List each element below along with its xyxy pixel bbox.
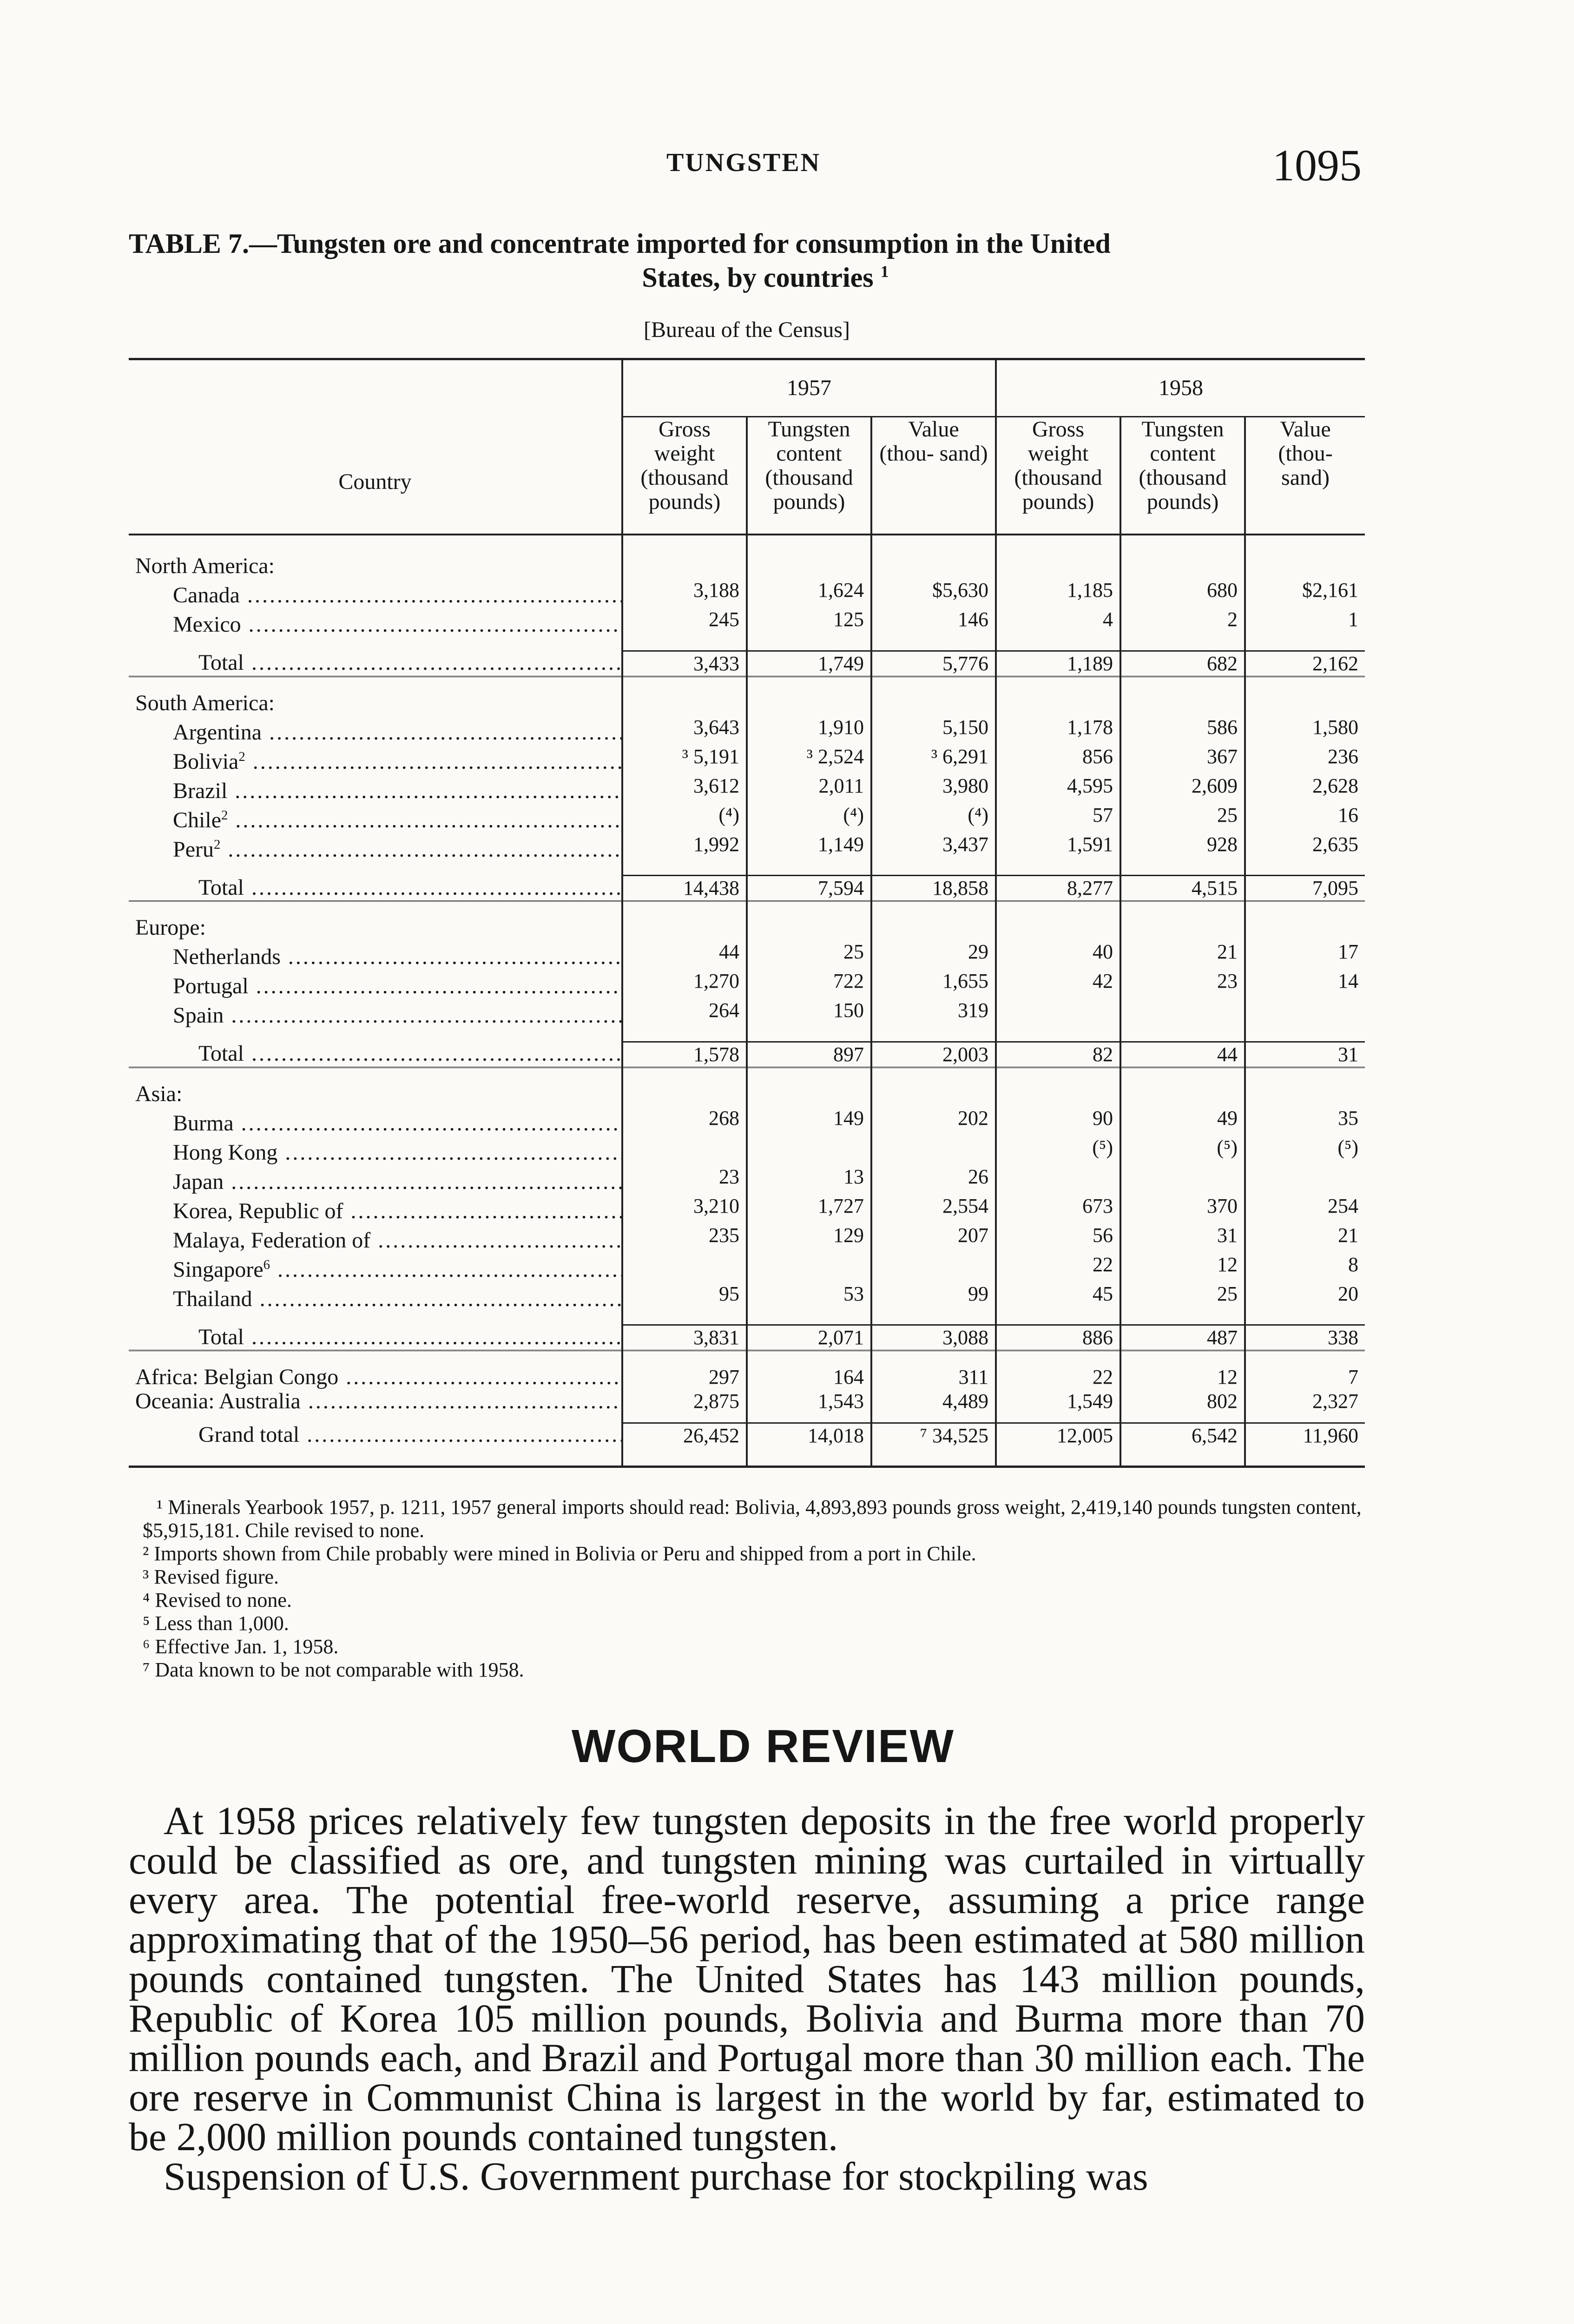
section-heading: WORLD REVIEW bbox=[572, 1720, 955, 1772]
country-name: Africa: Belgian Congo bbox=[135, 1365, 339, 1389]
value-cell bbox=[622, 1136, 747, 1165]
value-cell: 25 bbox=[1120, 803, 1245, 832]
value-cell: 207 bbox=[871, 1223, 996, 1253]
country-cell bbox=[129, 1282, 622, 1311]
country-cell bbox=[129, 803, 622, 832]
section-row bbox=[129, 554, 1365, 578]
value-cell: ³ 6,291 bbox=[871, 745, 996, 774]
country-cell bbox=[129, 832, 622, 862]
value-cell: 319 bbox=[871, 998, 996, 1028]
value-cell: 12,005 bbox=[996, 1423, 1120, 1467]
country-cell bbox=[129, 607, 622, 637]
country-name: Bolivia bbox=[173, 749, 239, 774]
value-cell: 2,327 bbox=[1245, 1389, 1365, 1413]
country-cell bbox=[129, 745, 622, 774]
table-row bbox=[129, 1282, 1365, 1311]
value-cell: 21 bbox=[1245, 1223, 1365, 1253]
country-cell bbox=[129, 1223, 622, 1253]
value-cell: 1,749 bbox=[747, 651, 871, 676]
country-cell bbox=[129, 578, 622, 607]
country-cell bbox=[129, 1165, 622, 1194]
section-label: South America: bbox=[135, 691, 275, 715]
value-cell bbox=[1245, 1165, 1365, 1194]
table-source: [Bureau of the Census] bbox=[644, 317, 850, 342]
value-cell: 31 bbox=[1120, 1223, 1245, 1253]
country-name: Singapore bbox=[173, 1257, 263, 1282]
value-cell: 236 bbox=[1245, 745, 1365, 774]
value-cell: 202 bbox=[871, 1106, 996, 1136]
caption-footnote-ref: 1 bbox=[880, 262, 889, 281]
table-row bbox=[129, 578, 1365, 607]
value-cell: 297 bbox=[622, 1365, 747, 1389]
value-cell: 29 bbox=[871, 940, 996, 969]
value-cell: 18,858 bbox=[871, 876, 996, 901]
country-cell bbox=[129, 1253, 622, 1282]
value-cell: 3,437 bbox=[871, 832, 996, 862]
value-cell: 56 bbox=[996, 1223, 1120, 1253]
country-footnote-ref: 6 bbox=[263, 1257, 270, 1272]
country-cell bbox=[129, 1106, 622, 1136]
value-cell: 31 bbox=[1245, 1042, 1365, 1067]
value-cell: (⁴) bbox=[871, 803, 996, 832]
body-text bbox=[129, 1798, 1365, 2199]
country-name: Brazil bbox=[173, 778, 228, 803]
table-row bbox=[129, 1389, 1365, 1413]
table-row bbox=[129, 1194, 1365, 1223]
value-cell: (⁵) bbox=[1245, 1136, 1365, 1165]
value-cell: 3,612 bbox=[622, 774, 747, 803]
table-row bbox=[129, 774, 1365, 803]
country-cell bbox=[129, 1136, 622, 1165]
country-name: Canada bbox=[173, 583, 240, 607]
value-header-1958: Value (thou- sand) bbox=[1245, 417, 1365, 535]
value-cell: ⁷ 34,525 bbox=[871, 1423, 996, 1467]
country-cell bbox=[129, 1389, 622, 1413]
table-row bbox=[129, 803, 1365, 832]
value-cell bbox=[996, 1165, 1120, 1194]
country-name: Spain bbox=[173, 1003, 224, 1028]
country-cell bbox=[129, 998, 622, 1028]
table-row bbox=[129, 969, 1365, 998]
table-row bbox=[129, 1136, 1365, 1165]
table-row bbox=[129, 940, 1365, 969]
value-cell: 21 bbox=[1120, 940, 1245, 969]
country-name: Oceania: Australia bbox=[135, 1389, 301, 1413]
total-label-text: Total bbox=[198, 1325, 244, 1349]
value-cell: 25 bbox=[747, 940, 871, 969]
value-cell: 22 bbox=[996, 1253, 1120, 1282]
table-row bbox=[129, 745, 1365, 774]
country-cell bbox=[129, 1365, 622, 1389]
value-cell: 2 bbox=[1120, 607, 1245, 637]
value-cell: 2,011 bbox=[747, 774, 871, 803]
value-cell: 4,489 bbox=[871, 1389, 996, 1413]
value-cell: 338 bbox=[1245, 1325, 1365, 1351]
value-cell: 586 bbox=[1120, 715, 1245, 745]
country-cell bbox=[129, 715, 622, 745]
value-cell: 44 bbox=[622, 940, 747, 969]
footnote: ⁷ Data known to be not comparable with 1958. bbox=[143, 1658, 524, 1681]
value-cell: 3,643 bbox=[622, 715, 747, 745]
value-cell: $5,630 bbox=[871, 578, 996, 607]
country-name: Peru bbox=[173, 837, 214, 862]
running-title: TUNGSTEN bbox=[666, 148, 821, 177]
country-cell bbox=[129, 969, 622, 998]
country-name: Portugal bbox=[173, 974, 249, 998]
value-cell: 45 bbox=[996, 1282, 1120, 1311]
gross-weight-header-1957: Gross weight (thousand pounds) bbox=[622, 417, 747, 535]
value-cell: 254 bbox=[1245, 1194, 1365, 1223]
total-row bbox=[129, 651, 1365, 676]
footnote: ⁶ Effective Jan. 1, 1958. bbox=[143, 1635, 339, 1658]
value-cell: 44 bbox=[1120, 1042, 1245, 1067]
country-name: Japan bbox=[173, 1169, 224, 1194]
value-cell: 311 bbox=[871, 1365, 996, 1389]
value-cell: 7,095 bbox=[1245, 876, 1365, 901]
value-cell: 6,542 bbox=[1120, 1423, 1245, 1467]
country-name: Malaya, Federation of bbox=[173, 1228, 371, 1253]
section-label: Europe: bbox=[135, 916, 206, 940]
value-cell: 2,162 bbox=[1245, 651, 1365, 676]
table-row bbox=[129, 998, 1365, 1028]
section-row bbox=[129, 691, 1365, 715]
gross-weight-header-1958: Gross weight (thousand pounds) bbox=[996, 417, 1120, 535]
section-row bbox=[129, 1082, 1365, 1106]
value-cell: 125 bbox=[747, 607, 871, 637]
value-cell: ³ 2,524 bbox=[747, 745, 871, 774]
value-cell: 1,189 bbox=[996, 651, 1120, 676]
value-cell: 1,727 bbox=[747, 1194, 871, 1223]
row-spacer bbox=[129, 1351, 1365, 1366]
total-label-text: Total bbox=[198, 651, 244, 675]
value-cell: 802 bbox=[1120, 1389, 1245, 1413]
country-name: Mexico bbox=[173, 612, 241, 637]
value-cell: 49 bbox=[1120, 1106, 1245, 1136]
table-caption bbox=[129, 230, 1365, 291]
tungsten-content-header-1957: Tungsten content (thousand pounds) bbox=[747, 417, 871, 535]
table-row bbox=[129, 1365, 1365, 1389]
table-row bbox=[129, 607, 1365, 637]
country-name: Argentina bbox=[173, 720, 262, 745]
section-row bbox=[129, 916, 1365, 940]
total-row bbox=[129, 1325, 1365, 1351]
tungsten-content-header-1958: Tungsten content (thousand pounds) bbox=[1120, 417, 1245, 535]
value-cell: 370 bbox=[1120, 1194, 1245, 1223]
value-cell: 1,185 bbox=[996, 578, 1120, 607]
country-name: Korea, Republic of bbox=[173, 1198, 343, 1223]
value-cell: 673 bbox=[996, 1194, 1120, 1223]
value-cell: 149 bbox=[747, 1106, 871, 1136]
value-cell: (⁴) bbox=[747, 803, 871, 832]
row-spacer bbox=[129, 1028, 1365, 1042]
value-cell: 1,591 bbox=[996, 832, 1120, 862]
value-cell bbox=[871, 1253, 996, 1282]
value-cell: 99 bbox=[871, 1282, 996, 1311]
value-cell: 2,628 bbox=[1245, 774, 1365, 803]
total-label bbox=[129, 651, 622, 676]
total-label bbox=[129, 876, 622, 901]
value-cell bbox=[871, 1136, 996, 1165]
value-cell: 3,210 bbox=[622, 1194, 747, 1223]
value-cell: 17 bbox=[1245, 940, 1365, 969]
value-cell bbox=[1120, 998, 1245, 1028]
value-cell: 2,609 bbox=[1120, 774, 1245, 803]
grand-total-label-text: Grand total bbox=[198, 1423, 300, 1447]
table-row bbox=[129, 1106, 1365, 1136]
value-cell: 23 bbox=[1120, 969, 1245, 998]
footnote: ³ Revised figure. bbox=[143, 1565, 279, 1588]
row-spacer bbox=[129, 901, 1365, 916]
value-cell: 53 bbox=[747, 1282, 871, 1311]
value-cell: 3,188 bbox=[622, 578, 747, 607]
value-cell: 2,635 bbox=[1245, 832, 1365, 862]
value-cell: 25 bbox=[1120, 1282, 1245, 1311]
value-cell: 897 bbox=[747, 1042, 871, 1067]
value-cell: ³ 5,191 bbox=[622, 745, 747, 774]
value-cell: 26 bbox=[871, 1165, 996, 1194]
value-cell: 1,624 bbox=[747, 578, 871, 607]
value-cell: 2,071 bbox=[747, 1325, 871, 1351]
total-label-text: Total bbox=[198, 875, 244, 900]
country-name: Hong Kong bbox=[173, 1140, 278, 1165]
country-name: Netherlands bbox=[173, 944, 281, 969]
table-caption-line-2 bbox=[129, 257, 1365, 291]
value-cell: 886 bbox=[996, 1325, 1120, 1351]
value-cell: 164 bbox=[747, 1365, 871, 1389]
footnote: ⁵ Less than 1,000. bbox=[143, 1612, 289, 1635]
table-row bbox=[129, 1253, 1365, 1282]
value-cell: 11,960 bbox=[1245, 1423, 1365, 1467]
value-cell: 680 bbox=[1120, 578, 1245, 607]
footnote: ² Imports shown from Chile probably were mined in Bolivia or Peru and shipped from a port in Chile. bbox=[143, 1542, 976, 1565]
value-cell: 1,580 bbox=[1245, 715, 1365, 745]
country-cell bbox=[129, 774, 622, 803]
value-cell bbox=[622, 1253, 747, 1282]
country-header: Country bbox=[338, 469, 412, 494]
value-cell: 8,277 bbox=[996, 876, 1120, 901]
value-cell: 682 bbox=[1120, 651, 1245, 676]
value-cell: 856 bbox=[996, 745, 1120, 774]
value-cell: 1 bbox=[1245, 607, 1365, 637]
country-name: Thailand bbox=[173, 1286, 252, 1311]
paragraph: Suspension of U.S. Government purchase for stockpiling was bbox=[164, 2154, 1148, 2199]
value-cell: 2,554 bbox=[871, 1194, 996, 1223]
value-cell: 1,549 bbox=[996, 1389, 1120, 1413]
value-cell: 245 bbox=[622, 607, 747, 637]
value-cell bbox=[1245, 998, 1365, 1028]
value-cell: 487 bbox=[1120, 1325, 1245, 1351]
value-cell: 1,178 bbox=[996, 715, 1120, 745]
row-spacer bbox=[129, 1311, 1365, 1325]
value-cell: 264 bbox=[622, 998, 747, 1028]
grand-total-label bbox=[129, 1423, 622, 1467]
value-cell: 146 bbox=[871, 607, 996, 637]
value-cell: 82 bbox=[996, 1042, 1120, 1067]
value-cell: 268 bbox=[622, 1106, 747, 1136]
country-name: Burma bbox=[173, 1110, 234, 1136]
value-cell: 150 bbox=[747, 998, 871, 1028]
table-row bbox=[129, 1165, 1365, 1194]
value-cell: 1,992 bbox=[622, 832, 747, 862]
value-cell bbox=[747, 1136, 871, 1165]
imports-table bbox=[129, 358, 1365, 1468]
section-label: North America: bbox=[135, 554, 275, 578]
row-spacer bbox=[129, 862, 1365, 876]
year-1958-header: 1958 bbox=[996, 359, 1365, 417]
value-cell: (⁵) bbox=[996, 1136, 1120, 1165]
year-1957-header: 1957 bbox=[622, 359, 996, 417]
value-cell: 42 bbox=[996, 969, 1120, 998]
value-cell: 4,515 bbox=[1120, 876, 1245, 901]
table-caption-line-1: TABLE 7.—Tungsten ore and concentrate imported for consumption in the United bbox=[129, 228, 1111, 259]
page-number: 1095 bbox=[1272, 140, 1362, 190]
total-row bbox=[129, 876, 1365, 901]
value-cell: 90 bbox=[996, 1106, 1120, 1136]
footnote: ¹ Minerals Yearbook 1957, p. 1211, 1957 general imports should read: Bolivia, 4,893,893 pounds gross weight, 2,419,140 pounds tungsten content, $5,915,181. Chile revised to none. bbox=[143, 1496, 1362, 1542]
value-cell: 235 bbox=[622, 1223, 747, 1253]
total-label bbox=[129, 1325, 622, 1351]
value-cell: 1,270 bbox=[622, 969, 747, 998]
value-cell: 4,595 bbox=[996, 774, 1120, 803]
value-cell: (⁵) bbox=[1120, 1136, 1245, 1165]
value-cell: 3,433 bbox=[622, 651, 747, 676]
total-row bbox=[129, 1042, 1365, 1067]
value-cell: 5,150 bbox=[871, 715, 996, 745]
value-cell: 3,831 bbox=[622, 1325, 747, 1351]
value-cell: 7,594 bbox=[747, 876, 871, 901]
value-cell: (⁴) bbox=[622, 803, 747, 832]
total-label bbox=[129, 1042, 622, 1067]
caption-text: States, by countries bbox=[642, 262, 874, 293]
value-cell: 40 bbox=[996, 940, 1120, 969]
value-cell: 4 bbox=[996, 607, 1120, 637]
row-spacer bbox=[129, 1413, 1365, 1423]
value-cell bbox=[747, 1253, 871, 1282]
value-cell: 367 bbox=[1120, 745, 1245, 774]
total-label-text: Total bbox=[198, 1042, 244, 1066]
country-name: Chile bbox=[173, 807, 221, 832]
value-cell: 14 bbox=[1245, 969, 1365, 998]
country-cell bbox=[129, 940, 622, 969]
value-cell: 35 bbox=[1245, 1106, 1365, 1136]
value-cell: 12 bbox=[1120, 1253, 1245, 1282]
value-cell: 722 bbox=[747, 969, 871, 998]
value-cell: 12 bbox=[1120, 1365, 1245, 1389]
value-cell: 57 bbox=[996, 803, 1120, 832]
value-cell bbox=[996, 998, 1120, 1028]
value-cell: 7 bbox=[1245, 1365, 1365, 1389]
value-cell: 2,875 bbox=[622, 1389, 747, 1413]
value-cell: 20 bbox=[1245, 1282, 1365, 1311]
row-spacer bbox=[129, 1067, 1365, 1082]
value-cell: 5,776 bbox=[871, 651, 996, 676]
footnotes bbox=[129, 1496, 1365, 1682]
grand-total-row bbox=[129, 1423, 1365, 1467]
country-footnote-ref: 2 bbox=[238, 749, 245, 764]
table-row bbox=[129, 832, 1365, 862]
value-cell: 8 bbox=[1245, 1253, 1365, 1282]
value-cell: 1,578 bbox=[622, 1042, 747, 1067]
value-cell: 22 bbox=[996, 1365, 1120, 1389]
value-cell: 26,452 bbox=[622, 1423, 747, 1467]
value-cell: 1,543 bbox=[747, 1389, 871, 1413]
value-cell: 3,088 bbox=[871, 1325, 996, 1351]
value-cell: 129 bbox=[747, 1223, 871, 1253]
value-cell: 2,003 bbox=[871, 1042, 996, 1067]
value-cell: 1,655 bbox=[871, 969, 996, 998]
value-cell: 13 bbox=[747, 1165, 871, 1194]
value-cell: 14,438 bbox=[622, 876, 747, 901]
table-row bbox=[129, 715, 1365, 745]
table-row bbox=[129, 1223, 1365, 1253]
value-cell: 23 bbox=[622, 1165, 747, 1194]
row-spacer bbox=[129, 535, 1365, 554]
row-spacer bbox=[129, 637, 1365, 651]
country-footnote-ref: 2 bbox=[221, 807, 228, 823]
table-body bbox=[129, 535, 1365, 1467]
row-spacer bbox=[129, 676, 1365, 691]
country-footnote-ref: 2 bbox=[213, 837, 221, 852]
value-cell bbox=[1120, 1165, 1245, 1194]
value-cell: 14,018 bbox=[747, 1423, 871, 1467]
paragraph: At 1958 prices relatively few tungsten deposits in the free world properly could be classified as ore, and tungsten mining was curtailed in virtually every area. The potential free-world reserve, assuming a price range approximating that of the 1950–56 period, has been estimated at 580 million pounds contained tungsten. The United States has 143 million pounds, Republic of Korea 105 million pounds, Bolivia and Burma more than 70 million pounds each, and Brazil and Portugal more than 30 million each. The ore reserve in Communist China is largest in the world by far, estimated to be 2,000 million pounds contained tungsten. bbox=[129, 1798, 1365, 2159]
value-cell: 95 bbox=[622, 1282, 747, 1311]
value-cell: $2,161 bbox=[1245, 578, 1365, 607]
section-label: Asia: bbox=[135, 1082, 183, 1106]
country-cell bbox=[129, 1194, 622, 1223]
value-cell: 1,910 bbox=[747, 715, 871, 745]
value-header-1957: Value (thou- sand) bbox=[871, 417, 996, 535]
footnote: ⁴ Revised to none. bbox=[143, 1589, 292, 1611]
value-cell: 928 bbox=[1120, 832, 1245, 862]
value-cell: 3,980 bbox=[871, 774, 996, 803]
value-cell: 16 bbox=[1245, 803, 1365, 832]
value-cell: 1,149 bbox=[747, 832, 871, 862]
